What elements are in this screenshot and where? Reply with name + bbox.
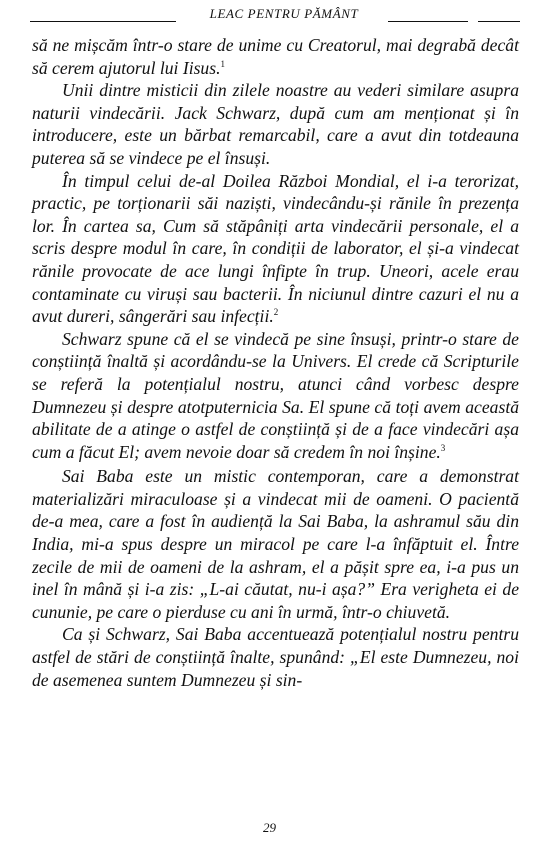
paragraph-text: să ne mișcăm într-o stare de unime cu Creatorul, mai degrabă decât să cerem ajutorul lui Iisus. — [32, 35, 519, 78]
paragraph-4 — [32, 328, 519, 464]
paragraph-6 — [32, 623, 519, 691]
header-rule-right — [388, 21, 468, 22]
running-header — [30, 4, 520, 26]
paragraph-3 — [32, 170, 519, 328]
paragraph-text: Ca și Schwarz, Sai Baba accentuează potențialul nostru pentru astfel de stări de conștiință înalte, spunând: „El este Dumnezeu, noi de asemenea suntem Dumnezeu și sin- — [32, 624, 519, 690]
footnote-ref: 2 — [273, 307, 279, 318]
header-rule-far-right — [478, 21, 520, 22]
paragraph-1 — [32, 34, 519, 79]
paragraph-text: Schwarz spune că el se vindecă pe sine însuși, printr-o stare de conștiință înaltă și acordându-se la Univers. El crede că Scripturile se referă la potențialul nostru, atunci când vorbesc despre Dumnezeu și despre atotputernicia Sa. El spune că toți avem această abilitate de a atinge o astfel de conștiință și de a face vindecări așa cum a făcut El; avem nevoie doar să credem în noi înșine. — [32, 328, 519, 462]
paragraph-text: Sai Baba este un mistic contemporan, care a demonstrat materializări miraculoase și a vindecat mii de oameni. O pacientă de-a mea, care a fost în audiență la Sai Baba, la ashramul său din India, mi-a spus despre un miracol pe care l-a înfăptuit el. Între zecile de mii de oameni de la ashram, el a pășit spre ea, i-a pus un inel în mână și i-a zis: „L-ai căutat, nu-i așa?” Era verigheta ei de cununie, pe care o pierduse cu ani în urmă, într-o chiuvetă. — [32, 466, 519, 622]
running-title: LEAC PENTRU PĂMÂNT — [209, 6, 359, 21]
paragraph-2 — [32, 79, 519, 169]
footnote-ref: 1 — [220, 58, 225, 69]
header-rule-left — [30, 21, 176, 22]
paragraph-5 — [32, 465, 519, 623]
paragraph-text: Unii dintre misticii din zilele noastre au vederi similare asupra naturii vindecării. Jack Schwarz, după cum am menționat și în introducere, este un bărbat remarcabil, care a avut din totdeauna puterea să se vindece pe el însuși. — [32, 80, 519, 168]
page-number: 29 — [263, 820, 276, 835]
paragraph-text: În timpul celui de-al Doilea Război Mondial, el i-a terorizat, practic, pe torționarii săi naziști, vindecându-și rănile în prezența lor. În cartea sa, Cum să stăpâniți arta vindecării personale, el a scris despre modul în care, în condiții de laborator, el și-a vindecat rănile provocate de ace lungi înfipte în trup. Uneori, acele erau contaminate cu viruși sau bacterii. În niciunul dintre cazuri el nu a avut dureri, sângerări sau infecții. — [32, 170, 519, 327]
footnote-ref: 3 — [440, 442, 446, 453]
body-text — [32, 34, 519, 691]
